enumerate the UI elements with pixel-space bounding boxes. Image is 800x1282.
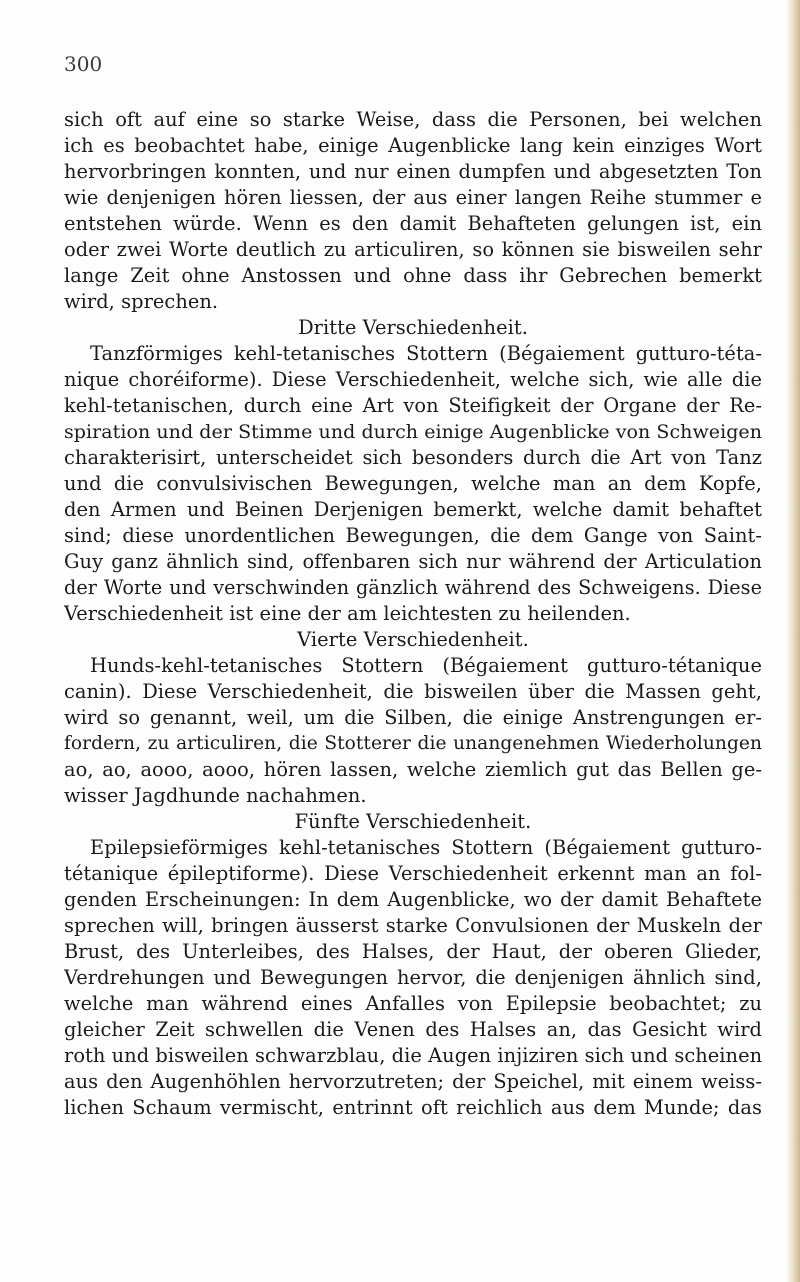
text-line: lange Zeit ohne Anstossen und ohne dass ihr Gebrechen bemerkt — [64, 264, 762, 287]
text-line: hervorbringen konnten, und nur einen dumpfen und abgesetzten Ton — [64, 160, 762, 183]
page-number: 300 — [64, 52, 103, 76]
text-line: tétanique épileptiforme). Diese Verschiedenheit erkennt man an fol- — [64, 862, 762, 885]
text-line: Hunds-kehl-tetanisches Stottern (Bégaiement gutturo-tétanique — [90, 654, 762, 677]
text-line: den Armen und Beinen Derjenigen bemerkt, welche damit behaftet — [64, 498, 762, 521]
section-heading: Vierte Verschiedenheit. — [297, 628, 529, 651]
text-line: roth und bisweilen schwarzblau, die Augen injiziren sich und scheinen — [64, 1044, 762, 1067]
text-line: lichen Schaum vermischt, entrinnt oft reichlich aus dem Munde; das — [64, 1096, 762, 1119]
text-line: spiration und der Stimme und durch einige Augenblicke von Schweigen — [64, 421, 762, 443]
text-line: entstehen würde. Wenn es den damit Behafteten gelungen ist, ein — [64, 212, 762, 235]
text-line: der Worte und verschwinden gänzlich während des Schweigens. Diese — [64, 576, 762, 599]
text-line: wird so genannt, weil, um die Silben, die einige Anstrengungen er- — [64, 706, 762, 729]
text-line: nique choréiforme). Diese Verschiedenheit, welche sich, wie alle die — [64, 368, 762, 391]
text-line: charakterisirt, unterscheidet sich besonders durch die Art von Tanz — [64, 446, 762, 469]
text-line: wird, sprechen. — [64, 290, 219, 313]
text-line: canin). Diese Verschiedenheit, die bisweilen über die Massen geht, — [64, 680, 762, 703]
text-line: wie denjenigen hören liessen, der aus einer langen Reihe stummer e — [64, 186, 762, 209]
text-line: ao, ao, aooo, aooo, hören lassen, welche ziemlich gut das Bellen ge- — [64, 758, 762, 781]
text-line: sind; diese unordentlichen Bewegungen, die dem Gange von Saint- — [64, 524, 762, 547]
text-line: welche man während eines Anfalles von Epilepsie beobachtet; zu — [64, 992, 762, 1015]
text-line: Brust, des Unterleibes, des Halses, der Haut, der oberen Glieder, — [64, 940, 762, 963]
text-line: kehl-tetanischen, durch eine Art von Steifigkeit der Organe der Re- — [64, 394, 762, 417]
text-line: Guy ganz ähnlich sind, offenbaren sich nur während der Articulation — [64, 550, 762, 573]
text-line: Verschiedenheit ist eine der am leichtesten zu heilenden. — [64, 602, 631, 625]
text-line: ich es beobachtet habe, einige Augenblicke lang kein einziges Wort — [64, 134, 762, 157]
section-heading: Dritte Verschiedenheit. — [298, 316, 528, 339]
text-line: Tanzförmiges kehl-tetanisches Stottern (Bégaiement gutturo-téta- — [90, 342, 762, 365]
page-edge-shadow — [786, 0, 800, 1282]
text-line: und die convulsivischen Bewegungen, welche man an dem Kopfe, — [64, 472, 762, 495]
text-line: gleicher Zeit schwellen die Venen des Halses an, das Gesicht wird — [64, 1018, 762, 1041]
text-line: oder zwei Worte deutlich zu articuliren, so können sie bisweilen sehr — [64, 238, 762, 261]
text-line: wisser Jagdhunde nachahmen. — [64, 784, 367, 807]
section-heading: Fünfte Verschiedenheit. — [294, 810, 532, 833]
text-line: aus den Augenhöhlen hervorzutreten; der Speichel, mit einem weiss- — [64, 1070, 762, 1093]
text-line: fordern, zu articuliren, die Stotterer die unangenehmen Wiederholungen — [64, 733, 762, 754]
text-line: sich oft auf eine so starke Weise, dass die Personen, bei welchen — [64, 108, 762, 131]
text-line: genden Erscheinungen: In dem Augenblicke, wo der damit Behaftete — [64, 888, 762, 911]
body-text — [64, 107, 762, 1121]
text-line: sprechen will, bringen äusserst starke Convulsionen der Muskeln der — [64, 914, 762, 937]
text-line: Epilepsieförmiges kehl-tetanisches Stottern (Bégaiement gutturo- — [90, 836, 762, 859]
text-line: Verdrehungen und Bewegungen hervor, die denjenigen ähnlich sind, — [64, 966, 762, 989]
